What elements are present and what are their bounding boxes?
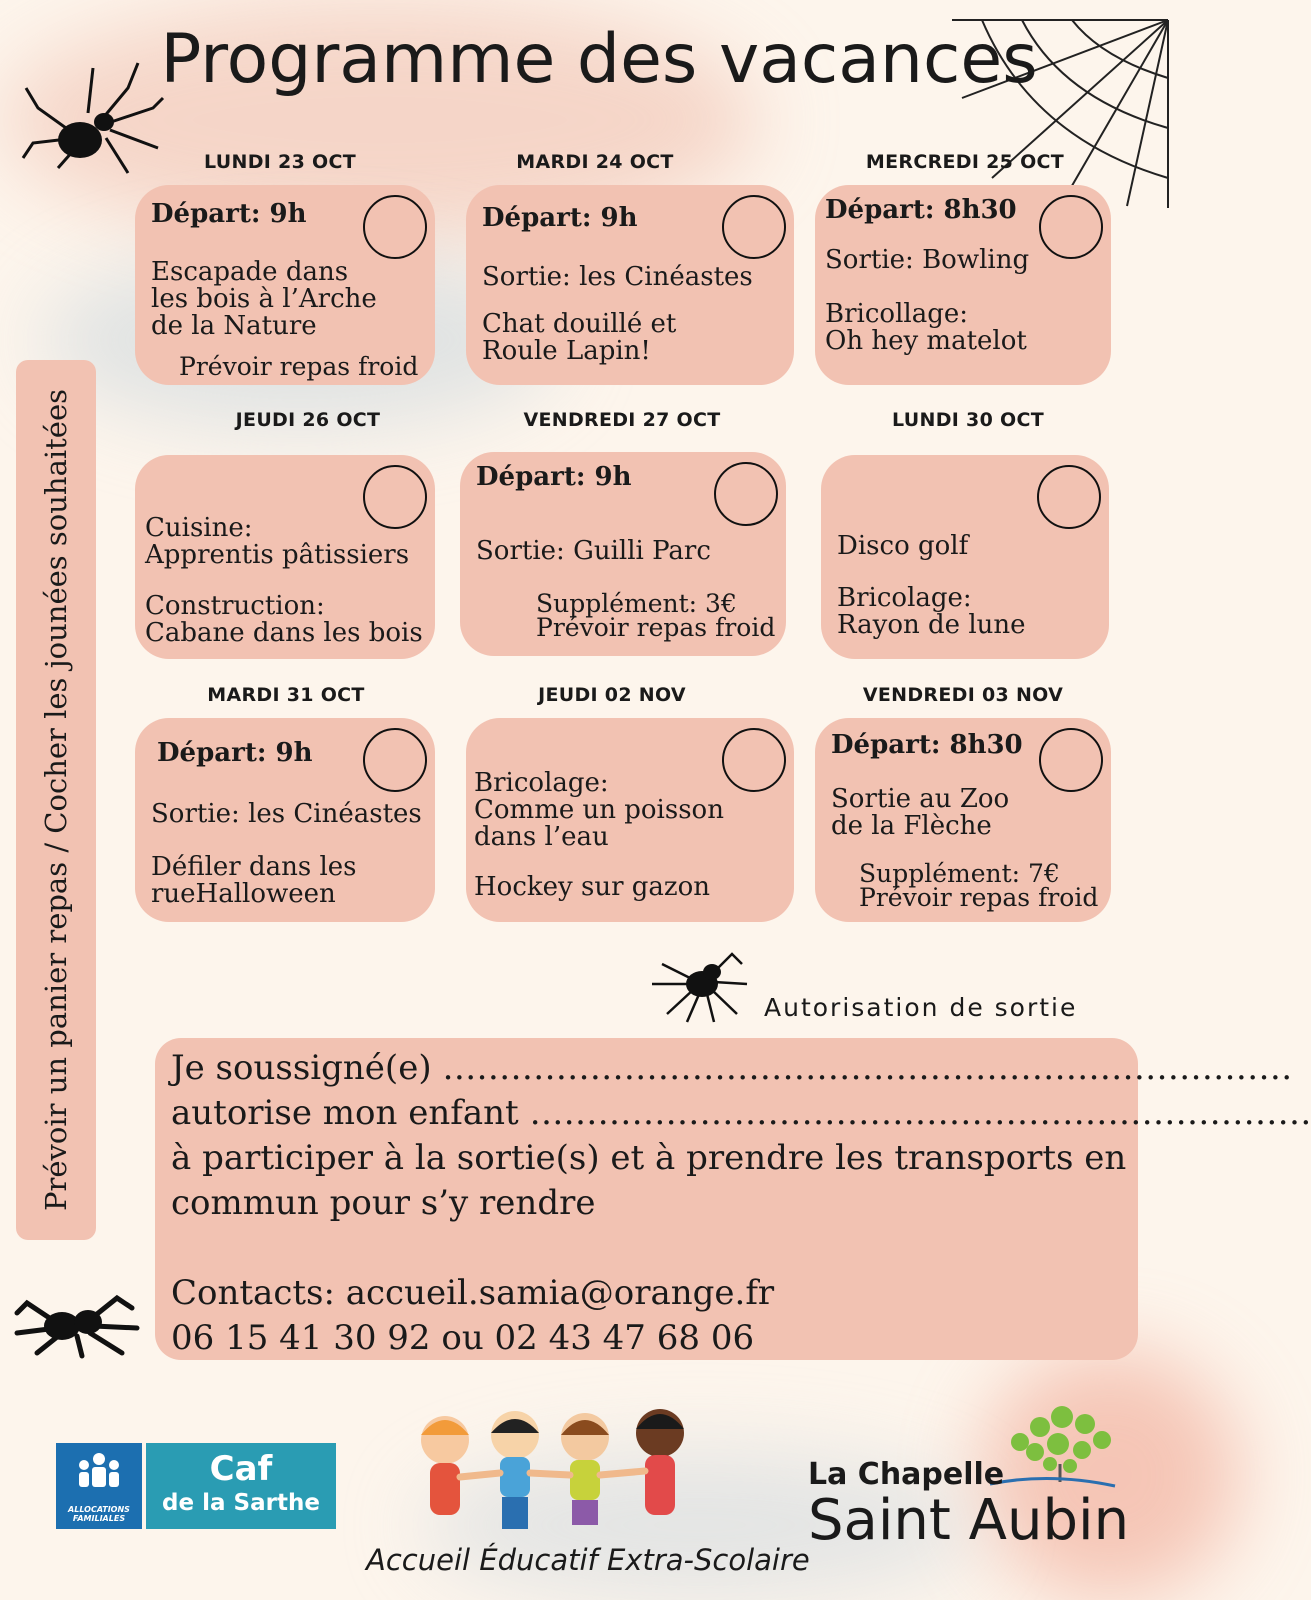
caf-subtitle: de la Sarthe — [162, 1490, 320, 1516]
day-checkbox[interactable] — [363, 195, 427, 259]
day-date: LUNDI 23 OCT — [204, 151, 356, 173]
page-title: Programme des vacances — [160, 20, 1038, 99]
day-card — [135, 185, 435, 385]
day-card — [821, 455, 1109, 659]
day-date: MARDI 24 OCT — [516, 151, 674, 173]
activity-text: Bricollage: Oh hey matelot — [825, 299, 1027, 356]
activity-text: Cuisine: Apprentis pâtissiers — [145, 513, 410, 570]
activity-text: Sortie: Guilli Parc — [476, 536, 711, 566]
day-date: VENDREDI 27 OCT — [523, 409, 721, 431]
contact-phones: 06 15 41 30 92 ou 02 43 47 68 06 — [171, 1318, 755, 1358]
day-card — [135, 455, 435, 659]
activity-text: Disco golf — [837, 531, 969, 561]
departure-time: Départ: 9h — [151, 199, 307, 229]
day-card — [135, 718, 435, 922]
activity-text: Sortie au Zoo de la Flèche — [831, 784, 1010, 841]
town-name-line1: La Chapelle — [808, 1457, 1005, 1492]
day-checkbox[interactable] — [1039, 728, 1103, 792]
authorization-form — [155, 1038, 1311, 1360]
day-date: MARDI 31 OCT — [207, 684, 365, 706]
departure-time: Départ: 9h — [476, 462, 632, 492]
activity-text: Chat douillé et Roule Lapin! — [482, 309, 677, 366]
activity-text: Sortie: les Cinéastes — [482, 262, 753, 292]
day-checkbox[interactable] — [714, 462, 778, 526]
activity-text: Construction: Cabane dans les bois — [145, 591, 423, 648]
activity-text: Bricolage: Rayon de lune — [837, 583, 1026, 640]
day-card — [466, 718, 794, 922]
consent-text: à participer à la sortie(s) et à prendre les transports en — [171, 1138, 1127, 1178]
caf-sarthe-logo — [146, 1443, 336, 1529]
day-card — [466, 185, 794, 385]
activity-note: Supplément: 7€ Prévoir repas froid — [859, 859, 1099, 912]
child-line[interactable]: autorise mon enfant …………………………………………………………… — [171, 1093, 1311, 1133]
town-name-line2: Saint Aubin — [808, 1488, 1130, 1553]
activity-text: Sortie: les Cinéastes — [151, 799, 422, 829]
caf-small-text: ALLOCATIONS FAMILIALES — [68, 1505, 130, 1523]
side-banner — [16, 360, 96, 1240]
activity-note: Prévoir repas froid — [179, 352, 419, 381]
tarantula-icon — [12, 1288, 142, 1358]
day-card — [815, 185, 1111, 385]
activity-text: Bricolage: Comme un poisson dans l’eau — [474, 768, 724, 852]
signatory-line[interactable]: Je soussigné(e) ………………………………………………………………… — [171, 1048, 1293, 1088]
day-checkbox[interactable] — [1039, 195, 1103, 259]
departure-time: Départ: 9h — [157, 738, 313, 768]
day-checkbox[interactable] — [722, 728, 786, 792]
activity-text: Escapade dans les bois à l’Arche de la Nature — [151, 257, 377, 341]
day-checkbox[interactable] — [363, 728, 427, 792]
contact-email: Contacts: accueil.samia@orange.fr — [171, 1273, 775, 1313]
day-date: MERCREDI 25 OCT — [865, 151, 1065, 173]
activity-text: Hockey sur gazon — [474, 872, 711, 902]
consent-text: commun pour s’y rendre — [171, 1183, 596, 1223]
activity-text: Sortie: Bowling — [825, 245, 1030, 275]
day-date: VENDREDI 03 NOV — [862, 684, 1064, 706]
side-note: Prévoir un panier repas / Cocher les jounées souhaitées — [39, 388, 73, 1212]
day-checkbox[interactable] — [1037, 465, 1101, 529]
allocations-familiales-logo — [56, 1443, 142, 1529]
day-checkbox[interactable] — [722, 195, 786, 259]
day-date: JEUDI 02 NOV — [538, 684, 686, 706]
day-card — [815, 718, 1111, 922]
activity-note: Supplément: 3€ Prévoir repas froid — [536, 589, 776, 642]
day-card — [460, 452, 786, 656]
tree-icon — [990, 1402, 1130, 1497]
departure-time: Départ: 8h30 — [831, 730, 1023, 760]
activity-text: Défiler dans les rueHalloween — [151, 852, 357, 909]
caf-name: Caf — [209, 1449, 273, 1489]
departure-time: Départ: 9h — [482, 203, 638, 233]
spider-icon — [652, 944, 752, 1024]
day-date: JEUDI 26 OCT — [235, 409, 381, 431]
children-illustration — [405, 1405, 735, 1540]
day-date: LUNDI 30 OCT — [892, 409, 1044, 431]
authorization-label: Autorisation de sortie — [764, 993, 1078, 1022]
center-label: Accueil Éducatif Extra-Scolaire — [366, 1543, 810, 1577]
family-icon — [74, 1451, 124, 1491]
departure-time: Départ: 8h30 — [825, 195, 1017, 225]
